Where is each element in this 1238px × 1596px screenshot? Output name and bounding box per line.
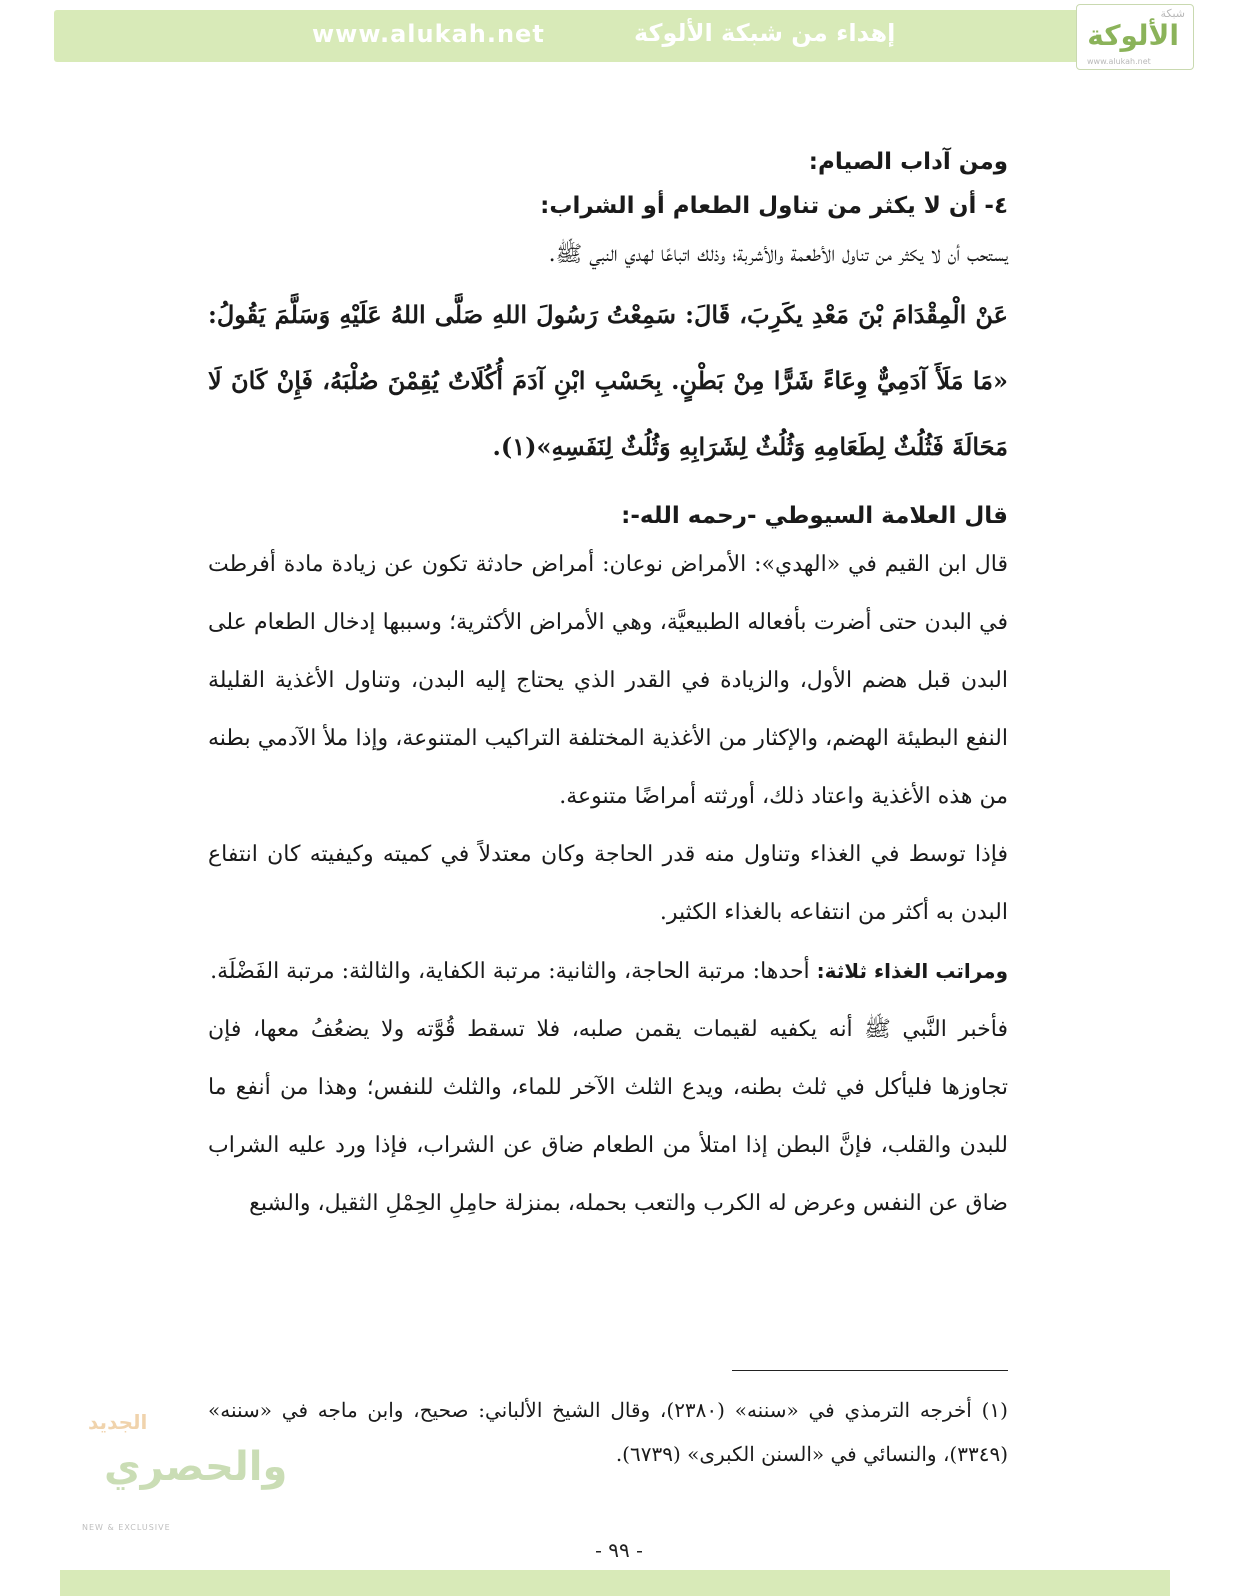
- paragraph-2: فإذا توسط في الغذاء وتناول منه قدر الحاجة وكان معتدلاً في كميته وكيفيته كان انتفاع البدن به أكثر من انتفاعه بالغذاء الكثير.: [208, 842, 1008, 925]
- logo-sub-text: www.alukah.net: [1087, 57, 1151, 66]
- paragraph-4: فأخبر النَّبي ﷺ أنه يكفيه لقيمات يقمن صلبه، فلا تسقط قُوَّته ولا يضعُفُ معها، فإن تجاوزها فليأكل في ثلث بطنه، ويدع الثلث الآخر للماء، والثلث للنفس؛ وهذا من أنفع ما للبدن والقلب، فإنَّ البطن إذا امتلأ من الطعام ضاق عن الشراب، فإذا ورد عليه الشراب ضاق عن النفس وعرض له الكرب والتعب بحمله، بمنزلة حامِلِ الحِمْلِ الثقيل، والشبع: [208, 1017, 1008, 1216]
- paragraph-3-lead: ومراتب الغذاء ثلاثة:: [816, 959, 1008, 983]
- page-content: [208, 140, 1008, 1233]
- alukah-logo[interactable]: [1076, 4, 1194, 70]
- paragraph-1: قال ابن القيم في «الهدي»: الأمراض نوعان: أمراض حادثة تكون عن زيادة مادة أفرطت في البدن حتى أضرت بأفعاله الطبيعيَّة، وهي الأمراض الأكثرية؛ وسببها إدخال الطعام على البدن قبل هضم الأول، والزيادة في القدر الذي يحتاج إليه البدن، وتناول الأغذية القليلة النفع البطيئة الهضم، والإكثار من الأغذية المختلفة التراكيب المتنوعة، وإذا ملأ الآدمي بطنه من هذه الأغذية واعتاد ذلك، أورثته أمراضًا متنوعة.: [208, 552, 1008, 809]
- badge-bottom-text: NEW & EXCLUSIVE: [82, 1523, 171, 1532]
- paragraph-3: [208, 942, 1008, 1001]
- badge-top-text: الجديد: [88, 1410, 148, 1434]
- page-number: - ٩٩ -: [595, 1538, 643, 1562]
- footnote: (١) أخرجه الترمذي في «سننه» (٢٣٨٠)، وقال الشيخ الألباني: صحيح، وابن ماجه في «سننه» (٣٣٤٩)، والنسائي في «السنن الكبرى» (٦٧٣٩).: [208, 1398, 1008, 1466]
- paragraph-3-rest: أحدها: مرتبة الحاجة، والثانية: مرتبة الكفاية، والثالثة: مرتبة الفَضْلَة.: [210, 959, 817, 984]
- bottom-bar: [60, 1570, 1170, 1596]
- logo-top-text: شبكة: [1160, 7, 1185, 20]
- top-banner: [54, 7, 1194, 66]
- hadith-text: عَنْ الْمِقْدَامَ بْنَ مَعْدِ يكَرِبَ، قَالَ: سَمِعْتُ رَسُولَ اللهِ صَلَّى اللهُ عَلَيْهِ وَسَلَّمَ يَقُولُ: «مَا مَلَأَ آدَمِيٌّ وِعَاءً شَرًّا مِنْ بَطْنٍ. بِحَسْبِ ابْنِ آدَمَ أُكُلَاتٌ يُقِمْنَ صُلْبَهُ، فَإِنْ كَانَ لَا مَحَالَةَ فَثُلُثٌ لِطَعَامِهِ وَثُلُثٌ لِشَرَابِهِ وَثُلُثٌ لِنَفَسِهِ»(١).: [208, 300, 1008, 461]
- item-heading: ٤- أن لا يكثر من تناول الطعام أو الشراب:: [540, 193, 1008, 219]
- gift-text: إهداء من شبكة الألوكة: [634, 19, 896, 47]
- site-url[interactable]: www.alukah.net: [312, 20, 545, 48]
- footnote-divider: [732, 1370, 1008, 1371]
- suyuti-heading: قال العلامة السيوطي -رحمه الله-:: [621, 503, 1008, 529]
- corner-badge: [82, 1410, 288, 1532]
- intro-paragraph: يستحب أن لا يكثر من تناول الأطعمة والأشربة؛ وذلك اتباعًا لهدي النبي ﷺ.: [548, 242, 1008, 267]
- section-title: ومن آداب الصيام:: [808, 149, 1008, 175]
- badge-mid-text: والحصري: [104, 1444, 288, 1490]
- logo-main-text: الألوكة: [1087, 19, 1179, 52]
